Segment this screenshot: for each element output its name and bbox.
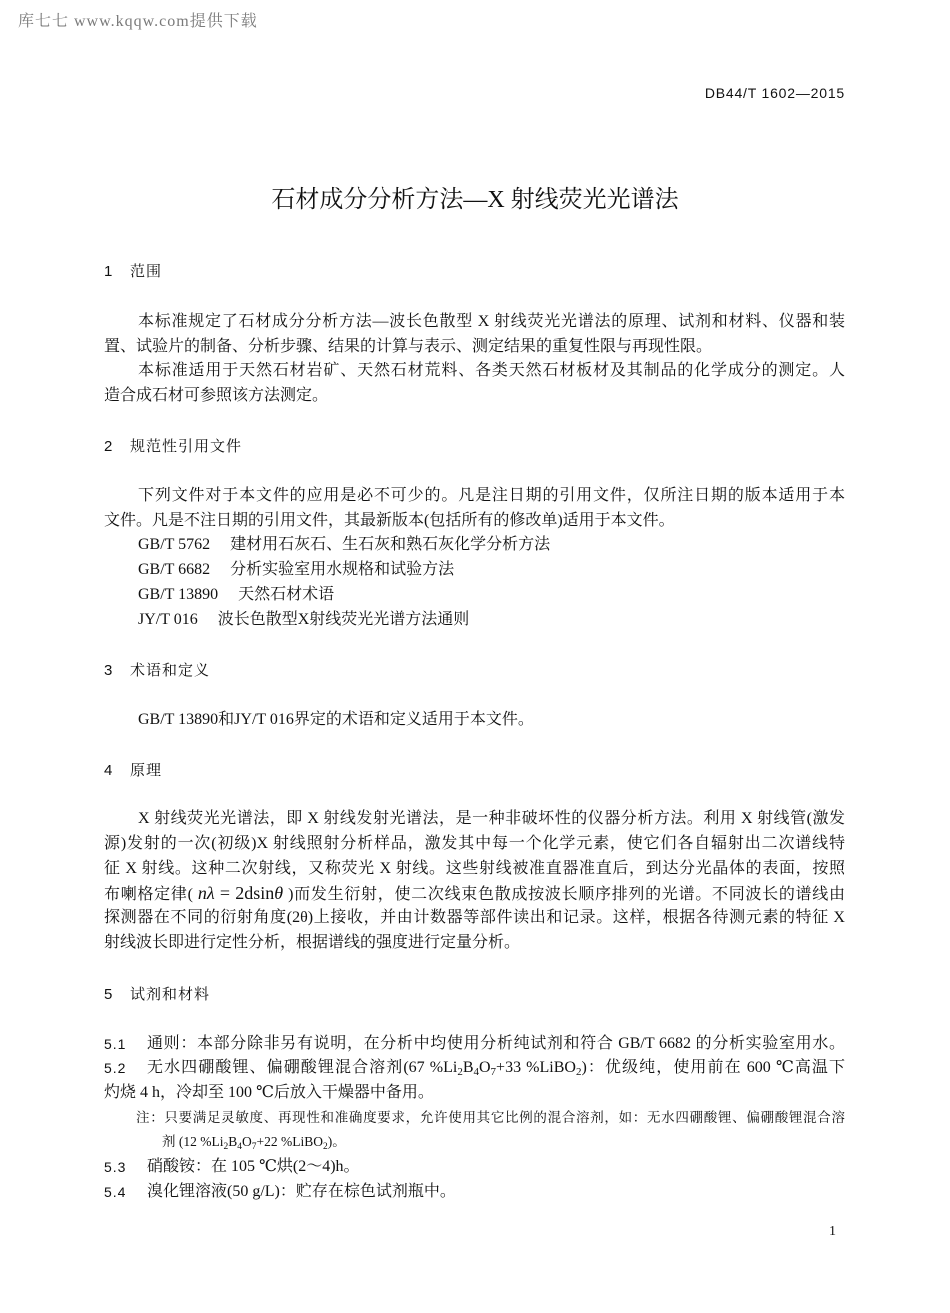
clause-text: 通则：本部分除非另有说明，在分析中均使用分析纯试剂和符合 GB/T 6682 的分析实验室用水。: [147, 1035, 845, 1052]
reference-title: 天然石材术语: [238, 586, 335, 603]
line-text: 布喇格定律(: [104, 886, 193, 903]
paragraph-line: 造合成石材可参照该方法测定。: [104, 387, 329, 404]
clause-number: 5.1: [104, 1036, 127, 1052]
paragraph-line: GB/T 13890和JY/T 016界定的术语和定义适用于本文件。: [138, 711, 534, 728]
text-run: )。: [327, 1134, 346, 1149]
section-number: 5: [104, 986, 113, 1003]
reference-title: 波长色散型X射线荧光光谱方法通则: [217, 611, 470, 628]
paragraph-line: 本标准适用于天然石材岩矿、天然石材荒料、各类天然石材板材及其制品的化学成分的测定。人: [138, 362, 845, 379]
note-label: 注：: [136, 1110, 165, 1125]
reference-code: GB/T 6682: [138, 561, 211, 578]
line-text: )而发生衍射，使二次线束色散成按波长顺序排列的光谱。不同波长的谱线由: [288, 886, 845, 903]
text-run: O: [242, 1134, 252, 1149]
reference-code: GB/T 5762: [138, 536, 211, 553]
paragraph-line: 文件。凡是不注日期的引用文件，其最新版本(包括所有的修改单)适用于本文件。: [104, 512, 675, 529]
paragraph-line: [104, 881, 845, 907]
reference-code: JY/T 016: [138, 611, 198, 628]
subscript: 4: [237, 1142, 243, 1152]
paragraph-line: 探测器在不同的衍射角度(2θ)上接收，并由计数器等部件读出和记录。这样，根据各待测元素的特征 X: [104, 909, 845, 926]
note-text: 只要满足灵敏度、再现性和准确度要求，允许使用其它比例的混合溶剂，如：无水四硼酸锂、偏硼酸锂混合溶: [164, 1110, 846, 1125]
section-title: 术语和定义: [130, 662, 211, 679]
reference-item: [138, 608, 469, 632]
bragg-formula: [198, 883, 283, 903]
paragraph-line: 征 X 射线。这种二次射线，又称荧光 X 射线。这些射线被准直器准直后，到达分光晶体的表面，按照: [104, 860, 845, 877]
text-run: )：优级纯，使用前在 600 ℃高温下: [581, 1059, 845, 1076]
clause-number: 5.2: [104, 1060, 127, 1076]
clause-text: 灼烧 4 h，冷却至 100 ℃后放入干燥器中备用。: [104, 1084, 434, 1101]
paragraph-line: 下列文件对于本文件的应用是必不可少的。凡是注日期的引用文件，仅所注日期的版本适用于本: [138, 487, 845, 504]
reference-title: 分析实验室用水规格和试验方法: [230, 561, 455, 578]
paragraph-line: X 射线荧光光谱法，即 X 射线发射光谱法，是一种非破坏性的仪器分析方法。利用 X 射线管(激发: [138, 810, 845, 827]
formula-lambda: λ: [206, 883, 215, 903]
section-title: 规范性引用文件: [130, 438, 243, 455]
subscript: 2: [323, 1142, 328, 1152]
text-run: +33 %LiBO: [496, 1059, 576, 1076]
note-line: [136, 1106, 845, 1130]
subscript: 2: [575, 1066, 582, 1078]
subscript: 7: [490, 1066, 497, 1078]
subscript: 2: [457, 1066, 463, 1078]
clause-text: [147, 1056, 845, 1080]
clause-number: 5.3: [104, 1159, 127, 1175]
text-run: O: [478, 1059, 491, 1076]
text-run: B: [462, 1059, 474, 1076]
reference-item: [138, 583, 334, 607]
document-title: 石材成分分析方法—X 射线荧光光谱法: [271, 187, 679, 213]
formula-theta: θ: [274, 883, 284, 903]
reference-item: [138, 533, 550, 557]
text-run: 无水四硼酸锂、偏硼酸锂混合溶剂(67 %Li: [147, 1059, 458, 1076]
formula-n: n: [197, 883, 207, 903]
paragraph-line: 本标准规定了石材成分分析方法—波长色散型 X 射线荧光光谱法的原理、试剂和材料、仪器和装: [138, 313, 845, 330]
section-number: 4: [104, 762, 113, 779]
reference-title: 建材用石灰石、生石灰和熟石灰化学分析方法: [230, 536, 551, 553]
text-run: 剂 (12 %Li: [162, 1134, 224, 1149]
clause-text: 硝酸铵：在 105 ℃烘(2～4)h。: [147, 1158, 360, 1175]
section-1-heading: [104, 262, 162, 282]
text-run: +22 %LiBO: [256, 1134, 324, 1149]
clause-text: 溴化锂溶液(50 g/L)：贮存在棕色试剂瓶中。: [147, 1183, 456, 1200]
subscript: 7: [251, 1142, 257, 1152]
section-3-heading: [104, 661, 210, 681]
page-number: 1: [829, 1224, 836, 1239]
paragraph-line: 置、试验片的制备、分析步骤、结果的计算与表示、测定结果的重复性限与再现性限。: [104, 338, 713, 355]
section-number: 3: [104, 662, 113, 679]
section-number: 1: [104, 263, 113, 280]
paragraph-line: 源)发射的一次(初级)X 射线照射分析样品，激发其中每一个化学元素，使它们各自辐射出二次谱线特: [104, 835, 845, 852]
document-code: DB44/T 1602—2015: [704, 85, 845, 101]
reference-item: [138, 558, 454, 582]
section-title: 原理: [130, 762, 163, 779]
section-title: 试剂和材料: [130, 986, 211, 1003]
section-2-heading: [104, 437, 242, 457]
section-4-heading: [104, 761, 162, 781]
subscript: 4: [473, 1066, 479, 1078]
clause-number: 5.4: [104, 1184, 127, 1200]
watermark: 库七七 www.kqqw.com提供下载: [18, 13, 258, 30]
formula-mid: = 2dsin: [214, 883, 275, 903]
section-number: 2: [104, 438, 113, 455]
section-5-heading: [104, 985, 210, 1005]
reference-code: GB/T 13890: [138, 586, 219, 603]
text-run: B: [228, 1134, 238, 1149]
paragraph-line: 射线波长即进行定性分析，根据谱线的强度进行定量分析。: [104, 934, 521, 951]
subscript: 2: [223, 1142, 229, 1152]
section-title: 范围: [130, 263, 163, 280]
note-line: [162, 1130, 346, 1154]
